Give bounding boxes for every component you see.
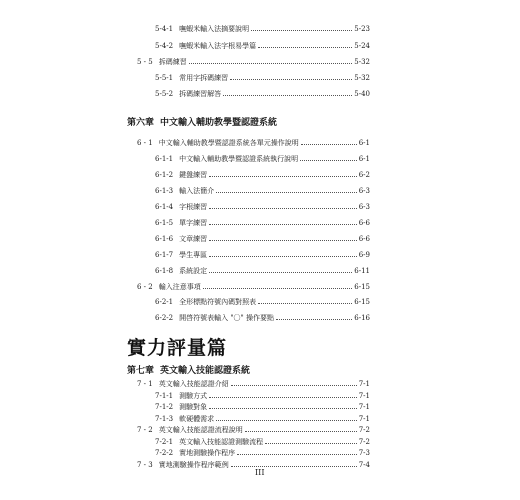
- leader-dots: [216, 420, 357, 421]
- toc-entry-page: 7-1: [358, 391, 370, 400]
- leader-dots: [223, 95, 352, 96]
- toc-entry: [155, 250, 370, 260]
- leader-dots: [265, 443, 357, 444]
- toc-entry-page: 6-1: [358, 155, 370, 163]
- toc-entry-number: 5-5-1: [155, 74, 174, 82]
- toc-entry-title: 拆碼練習: [158, 58, 187, 66]
- toc-entry-title: 英文輸入技能認證流程說明: [158, 426, 243, 434]
- toc-entry-page: 6-15: [354, 283, 370, 291]
- leader-dots: [203, 288, 353, 289]
- toc-entry-number: 6-1-4: [155, 203, 174, 211]
- toc-entry-title: 字根練習: [179, 203, 208, 211]
- toc-entry: [155, 414, 370, 424]
- toc-entry-page: 7-4: [358, 460, 370, 469]
- toc-entry-title: 實地測驗操作程序: [179, 449, 236, 457]
- toc-entry-title: 全形標點符號內碼對照表: [179, 298, 257, 306]
- toc-entry-number: 5-5-2: [155, 90, 174, 98]
- toc-entry-title: 軟硬體需求: [179, 414, 215, 423]
- toc-entry: [137, 282, 370, 292]
- toc-entry: [155, 234, 370, 244]
- toc-entry-page: 6-2: [358, 171, 370, 179]
- toc-entry: [137, 138, 370, 148]
- toc-entry-page: 7-3: [358, 449, 370, 457]
- toc-entry: [137, 425, 370, 435]
- toc-entry-number: 6-1-7: [155, 251, 174, 259]
- toc-entry-number: 7-1-1: [155, 391, 174, 400]
- toc-entry-title: 拆碼練習解答: [179, 90, 222, 98]
- leader-dots: [209, 240, 357, 241]
- toc-entry: [155, 448, 370, 458]
- toc-entry-title: 測驗對象: [179, 403, 208, 411]
- toc-entry: [155, 218, 370, 228]
- toc-entry-title: 輸入注意事項: [158, 283, 201, 291]
- toc-entry-page: 5-24: [354, 42, 370, 50]
- toc-entry: [155, 89, 370, 99]
- leader-dots: [209, 397, 357, 398]
- toc-entry-title: 開啓符號表輸入 "〇" 操作要點: [179, 314, 274, 322]
- toc-entry-number: 6 - 2: [137, 283, 153, 291]
- leader-dots: [216, 192, 357, 193]
- toc-entry-page: 7-1: [358, 403, 370, 411]
- toc-entry-page: 6-3: [358, 203, 370, 211]
- toc-entry-page: 6-15: [354, 298, 370, 306]
- toc-entry: [155, 437, 370, 447]
- leader-dots: [301, 144, 357, 145]
- toc-entry-page: 6-6: [358, 219, 370, 227]
- toc-entry-number: 7 - 2: [137, 426, 153, 434]
- toc-entry: [155, 154, 370, 164]
- leader-dots: [209, 272, 352, 273]
- toc-entry-title: 系統設定: [179, 267, 208, 275]
- leader-dots: [276, 319, 352, 320]
- toc-entry-page: 6-11: [354, 267, 370, 275]
- toc-entry: [155, 41, 370, 51]
- toc-entry-title: 嘸蝦米輸入法字根易學篇: [179, 42, 257, 50]
- toc-entry-title: 文章練習: [179, 235, 208, 243]
- toc-entry-title: 實地測驗操作程序範例: [158, 460, 229, 469]
- toc-entry-page: 7-2: [358, 437, 370, 446]
- toc-entry-number: 7-1-2: [155, 403, 174, 411]
- toc-entry-number: 7-2-1: [155, 437, 174, 446]
- leader-dots: [209, 208, 357, 209]
- toc-entry-number: 7 - 1: [137, 380, 153, 388]
- toc-entry-number: 6 - 1: [137, 139, 153, 147]
- toc-entry-page: 6-3: [358, 187, 370, 195]
- toc-entry: [155, 170, 370, 180]
- leader-dots: [230, 79, 352, 80]
- toc-entry-page: 6-16: [354, 314, 370, 322]
- toc-entry: [155, 202, 370, 212]
- toc-entry: [137, 379, 370, 389]
- leader-dots: [251, 30, 352, 31]
- toc-entry-page: 6-1: [358, 139, 370, 147]
- toc-entry-title: 英文輸入技能認證介紹: [158, 380, 229, 388]
- toc-entry-number: 6-1-3: [155, 187, 174, 195]
- toc-entry: [137, 460, 370, 470]
- toc-entry-title: 單字練習: [179, 219, 208, 227]
- chapter-label: 第七章: [127, 366, 155, 376]
- chapter-label: 第六章: [127, 118, 155, 128]
- toc-entry-page: 6-6: [358, 235, 370, 243]
- leader-dots: [237, 454, 357, 455]
- toc-entry-title: 英文輸入技能認證測驗流程: [179, 437, 264, 446]
- toc-entry-page: 5-32: [354, 74, 370, 82]
- toc-entry-number: 5-4-2: [155, 42, 174, 50]
- toc-entry-title: 中文輸入輔助教學暨認證系統執行說明: [179, 155, 299, 163]
- toc-entry-number: 7-1-3: [155, 414, 174, 423]
- toc-entry: [155, 297, 370, 307]
- leader-dots: [231, 466, 357, 467]
- section-heading: 實力評量篇: [127, 337, 228, 359]
- toc-entry: [155, 402, 370, 412]
- toc-entry-title: 鍵盤練習: [179, 171, 208, 179]
- toc-entry: [155, 73, 370, 83]
- toc-entry: [137, 57, 370, 67]
- toc-entry-page: 6-9: [358, 251, 370, 259]
- toc-entry-number: 6-1-1: [155, 155, 174, 163]
- toc-entry-title: 嘸蝦米輸入法摘要說明: [179, 25, 250, 33]
- toc-entry-number: 7 - 3: [137, 460, 153, 469]
- chapter-heading: [127, 363, 250, 376]
- toc-entry-title: 常用字拆碼練習: [179, 74, 229, 82]
- chapter-title: 英文輸入技能認證系統: [160, 366, 251, 376]
- toc-entry-number: 6-2-1: [155, 298, 174, 306]
- toc-entry-page: 7-1: [358, 380, 370, 388]
- toc-entry: [155, 24, 370, 34]
- toc-entry-page: 5-23: [354, 25, 370, 33]
- toc-entry: [155, 391, 370, 401]
- toc-entry-number: 6-1-5: [155, 219, 174, 227]
- toc-entry: [155, 313, 370, 323]
- leader-dots: [258, 303, 352, 304]
- leader-dots: [245, 431, 357, 432]
- toc-entry-title: 學生專區: [179, 251, 208, 259]
- toc-entry-number: 6-1-2: [155, 171, 174, 179]
- toc-entry-number: 5-4-1: [155, 25, 174, 33]
- leader-dots: [189, 63, 353, 64]
- toc-entry-page: 7-2: [358, 426, 370, 434]
- toc-entry-number: 5 - 5: [137, 58, 153, 66]
- chapter-heading: [127, 115, 277, 128]
- leader-dots: [209, 256, 357, 257]
- toc-entry-number: 6-2-2: [155, 314, 174, 322]
- leader-dots: [209, 408, 357, 409]
- toc-entry: [155, 186, 370, 196]
- toc-entry-page: 7-1: [358, 414, 370, 423]
- page-number: III: [255, 468, 265, 477]
- leader-dots: [209, 224, 357, 225]
- toc-entry-number: 6-1-8: [155, 267, 174, 275]
- toc-entry-number: 7-2-2: [155, 449, 174, 457]
- toc-entry-title: 輸入法簡介: [179, 187, 215, 195]
- toc-entry-title: 中文輸入輔助教學暨認證系統各單元操作說明: [158, 139, 299, 147]
- leader-dots: [258, 47, 352, 48]
- leader-dots: [300, 160, 357, 161]
- toc-entry-page: 5-40: [354, 90, 370, 98]
- leader-dots: [209, 176, 357, 177]
- chapter-title: 中文輸入輔助教學暨認證系統: [160, 118, 278, 128]
- toc-entry-title: 測驗方式: [179, 391, 208, 400]
- toc-entry: [155, 266, 370, 276]
- toc-entry-page: 5-32: [354, 58, 370, 66]
- toc-entry-number: 6-1-6: [155, 235, 174, 243]
- leader-dots: [231, 385, 357, 386]
